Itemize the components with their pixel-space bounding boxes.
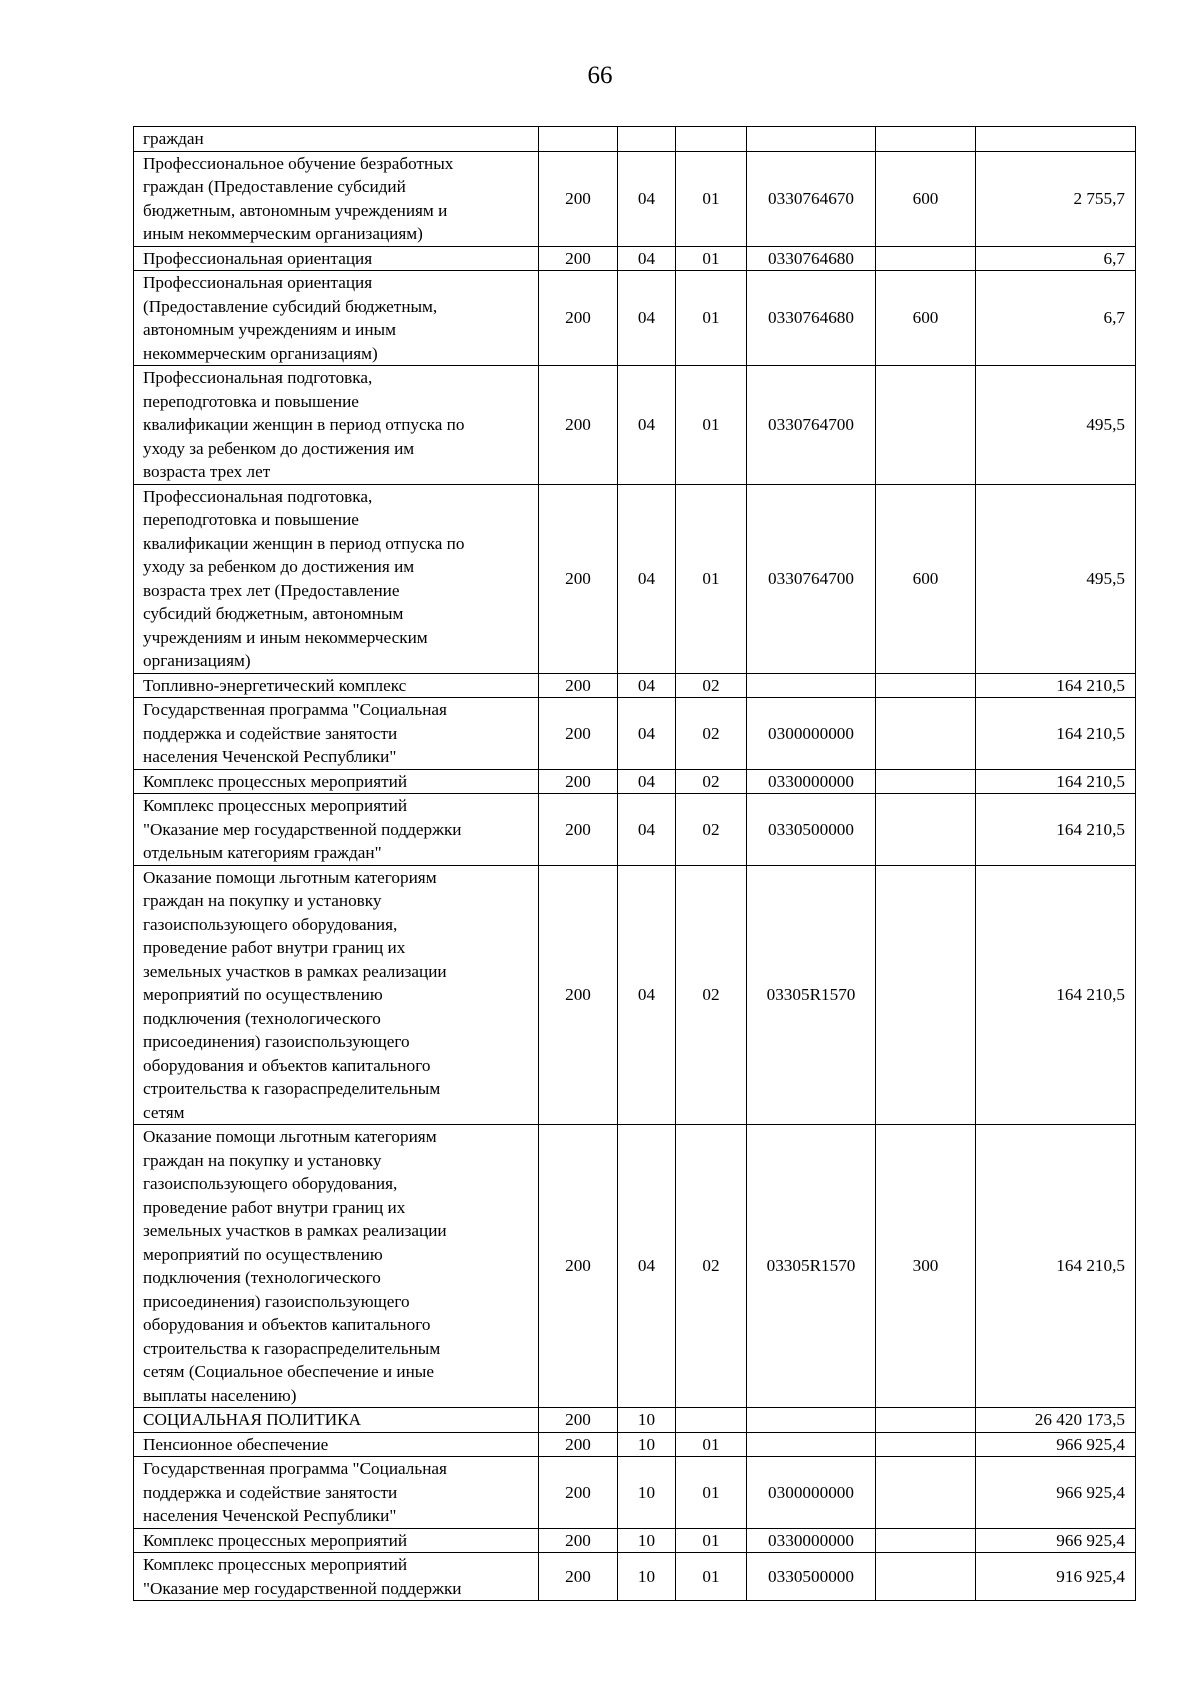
cell-subsection-code: 01 bbox=[676, 246, 747, 271]
cell-amount: 164 210,5 bbox=[976, 673, 1136, 698]
cell-target-article: 0330764680 bbox=[747, 246, 876, 271]
table-body bbox=[134, 127, 1136, 1601]
cell-target-article bbox=[747, 127, 876, 152]
cell-section-code bbox=[618, 127, 676, 152]
cell-target-article: 0330000000 bbox=[747, 1528, 876, 1553]
cell-section-code: 04 bbox=[618, 271, 676, 366]
cell-ved-code: 200 bbox=[539, 1553, 618, 1601]
cell-name: Пенсионное обеспечение bbox=[134, 1432, 539, 1457]
cell-name: граждан bbox=[134, 127, 539, 152]
cell-subsection-code: 02 bbox=[676, 698, 747, 770]
cell-subsection-code: 02 bbox=[676, 673, 747, 698]
cell-target-article: 03305R1570 bbox=[747, 865, 876, 1125]
budget-table bbox=[133, 126, 1136, 1601]
cell-name: Профессиональная подготовка, переподготовка и повышение квалификации женщин в период отпуска по уходу за ребенком до достижения им возраста трех лет (Предоставление субсидий бюджетным, автономным учреждениям и иным некоммерческим организациям) bbox=[134, 484, 539, 673]
cell-ved-code: 200 bbox=[539, 698, 618, 770]
cell-ved-code: 200 bbox=[539, 1528, 618, 1553]
cell-ved-code bbox=[539, 127, 618, 152]
cell-section-code: 10 bbox=[618, 1528, 676, 1553]
cell-section-code: 10 bbox=[618, 1408, 676, 1433]
cell-section-code: 10 bbox=[618, 1432, 676, 1457]
cell-expense-type bbox=[876, 1528, 976, 1553]
cell-name: Комплекс процессных мероприятий "Оказание мер государственной поддержки bbox=[134, 1553, 539, 1601]
cell-ved-code: 200 bbox=[539, 769, 618, 794]
cell-amount bbox=[976, 127, 1136, 152]
cell-amount: 164 210,5 bbox=[976, 769, 1136, 794]
cell-target-article bbox=[747, 1408, 876, 1433]
cell-subsection-code: 01 bbox=[676, 271, 747, 366]
cell-subsection-code bbox=[676, 1408, 747, 1433]
table-row bbox=[134, 271, 1136, 366]
cell-target-article: 0330764700 bbox=[747, 484, 876, 673]
table-row bbox=[134, 1457, 1136, 1529]
cell-target-article: 0330764700 bbox=[747, 366, 876, 485]
cell-section-code: 04 bbox=[618, 366, 676, 485]
cell-amount: 26 420 173,5 bbox=[976, 1408, 1136, 1433]
cell-ved-code: 200 bbox=[539, 246, 618, 271]
cell-amount: 6,7 bbox=[976, 271, 1136, 366]
table-row bbox=[134, 484, 1136, 673]
table-row bbox=[134, 769, 1136, 794]
cell-amount: 916 925,4 bbox=[976, 1553, 1136, 1601]
cell-subsection-code: 01 bbox=[676, 366, 747, 485]
cell-ved-code: 200 bbox=[539, 1408, 618, 1433]
cell-ved-code: 200 bbox=[539, 151, 618, 246]
cell-target-article: 0300000000 bbox=[747, 698, 876, 770]
cell-expense-type bbox=[876, 865, 976, 1125]
cell-expense-type: 600 bbox=[876, 271, 976, 366]
cell-name: Государственная программа "Социальная поддержка и содействие занятости населения Чеченской Республики" bbox=[134, 1457, 539, 1529]
cell-ved-code: 200 bbox=[539, 1432, 618, 1457]
cell-amount: 164 210,5 bbox=[976, 1125, 1136, 1408]
cell-subsection-code: 01 bbox=[676, 1553, 747, 1601]
table-row bbox=[134, 1408, 1136, 1433]
cell-subsection-code: 01 bbox=[676, 1457, 747, 1529]
cell-target-article: 0330000000 bbox=[747, 769, 876, 794]
cell-section-code: 04 bbox=[618, 698, 676, 770]
cell-section-code: 04 bbox=[618, 151, 676, 246]
cell-section-code: 04 bbox=[618, 865, 676, 1125]
page-number: 66 bbox=[587, 62, 613, 89]
cell-section-code: 04 bbox=[618, 1125, 676, 1408]
cell-expense-type: 600 bbox=[876, 151, 976, 246]
cell-section-code: 04 bbox=[618, 769, 676, 794]
cell-name: Оказание помощи льготным категориям граждан на покупку и установку газоиспользующего оборудования, проведение работ внутри границ их земельных участков в рамках реализации мероприятий по осуществлению подключения (технологического присоединения) газоиспользующего оборудования и объектов капитального строительства к газораспределительным сетям bbox=[134, 865, 539, 1125]
table-row bbox=[134, 673, 1136, 698]
cell-ved-code: 200 bbox=[539, 1125, 618, 1408]
cell-amount: 966 925,4 bbox=[976, 1457, 1136, 1529]
cell-subsection-code: 01 bbox=[676, 1528, 747, 1553]
table-row bbox=[134, 127, 1136, 152]
table-row bbox=[134, 794, 1136, 866]
cell-name: Оказание помощи льготным категориям граждан на покупку и установку газоиспользующего оборудования, проведение работ внутри границ их земельных участков в рамках реализации мероприятий по осуществлению подключения (технологического присоединения) газоиспользующего оборудования и объектов капитального строительства к газораспределительным сетям (Социальное обеспечение и иные выплаты населению) bbox=[134, 1125, 539, 1408]
cell-amount: 6,7 bbox=[976, 246, 1136, 271]
cell-section-code: 04 bbox=[618, 794, 676, 866]
cell-ved-code: 200 bbox=[539, 1457, 618, 1529]
cell-name: Профессиональная подготовка, переподготовка и повышение квалификации женщин в период отпуска по уходу за ребенком до достижения им возраста трех лет bbox=[134, 366, 539, 485]
cell-expense-type bbox=[876, 127, 976, 152]
table-row bbox=[134, 1432, 1136, 1457]
cell-name: Топливно-энергетический комплекс bbox=[134, 673, 539, 698]
cell-expense-type bbox=[876, 1457, 976, 1529]
cell-amount: 966 925,4 bbox=[976, 1528, 1136, 1553]
cell-amount: 966 925,4 bbox=[976, 1432, 1136, 1457]
cell-section-code: 04 bbox=[618, 484, 676, 673]
cell-name: Профессиональное обучение безработных граждан (Предоставление субсидий бюджетным, автономным учреждениям и иным некоммерческим организациям) bbox=[134, 151, 539, 246]
cell-amount: 164 210,5 bbox=[976, 865, 1136, 1125]
cell-name: Профессиональная ориентация (Предоставление субсидий бюджетным, автономным учреждениям и иным некоммерческим организациям) bbox=[134, 271, 539, 366]
cell-amount: 495,5 bbox=[976, 484, 1136, 673]
cell-ved-code: 200 bbox=[539, 865, 618, 1125]
cell-ved-code: 200 bbox=[539, 366, 618, 485]
cell-amount: 495,5 bbox=[976, 366, 1136, 485]
table-row bbox=[134, 151, 1136, 246]
cell-target-article: 0330764680 bbox=[747, 271, 876, 366]
cell-expense-type: 300 bbox=[876, 1125, 976, 1408]
cell-section-code: 10 bbox=[618, 1553, 676, 1601]
cell-subsection-code bbox=[676, 127, 747, 152]
table-row bbox=[134, 698, 1136, 770]
cell-ved-code: 200 bbox=[539, 271, 618, 366]
cell-subsection-code: 01 bbox=[676, 1432, 747, 1457]
cell-ved-code: 200 bbox=[539, 673, 618, 698]
cell-expense-type bbox=[876, 794, 976, 866]
cell-expense-type bbox=[876, 1553, 976, 1601]
cell-subsection-code: 01 bbox=[676, 151, 747, 246]
cell-subsection-code: 02 bbox=[676, 794, 747, 866]
cell-target-article: 0300000000 bbox=[747, 1457, 876, 1529]
cell-target-article: 03305R1570 bbox=[747, 1125, 876, 1408]
cell-target-article: 0330500000 bbox=[747, 1553, 876, 1601]
table-row bbox=[134, 865, 1136, 1125]
cell-name: Профессиональная ориентация bbox=[134, 246, 539, 271]
cell-expense-type bbox=[876, 366, 976, 485]
cell-section-code: 04 bbox=[618, 246, 676, 271]
cell-expense-type: 600 bbox=[876, 484, 976, 673]
cell-amount: 164 210,5 bbox=[976, 794, 1136, 866]
cell-section-code: 04 bbox=[618, 673, 676, 698]
cell-amount: 2 755,7 bbox=[976, 151, 1136, 246]
cell-amount: 164 210,5 bbox=[976, 698, 1136, 770]
table-row bbox=[134, 1528, 1136, 1553]
table-row bbox=[134, 366, 1136, 485]
cell-target-article bbox=[747, 673, 876, 698]
cell-expense-type bbox=[876, 1432, 976, 1457]
cell-expense-type bbox=[876, 246, 976, 271]
cell-subsection-code: 02 bbox=[676, 769, 747, 794]
cell-target-article: 0330500000 bbox=[747, 794, 876, 866]
cell-subsection-code: 02 bbox=[676, 865, 747, 1125]
table-row bbox=[134, 1553, 1136, 1601]
cell-subsection-code: 01 bbox=[676, 484, 747, 673]
cell-name: Комплекс процессных мероприятий bbox=[134, 769, 539, 794]
cell-subsection-code: 02 bbox=[676, 1125, 747, 1408]
table-row bbox=[134, 1125, 1136, 1408]
cell-expense-type bbox=[876, 698, 976, 770]
cell-name: Государственная программа "Социальная поддержка и содействие занятости населения Чеченской Республики" bbox=[134, 698, 539, 770]
table-row bbox=[134, 246, 1136, 271]
cell-target-article: 0330764670 bbox=[747, 151, 876, 246]
cell-ved-code: 200 bbox=[539, 484, 618, 673]
cell-name: Комплекс процессных мероприятий bbox=[134, 1528, 539, 1553]
cell-expense-type bbox=[876, 673, 976, 698]
cell-name: СОЦИАЛЬНАЯ ПОЛИТИКА bbox=[134, 1408, 539, 1433]
cell-expense-type bbox=[876, 769, 976, 794]
cell-name: Комплекс процессных мероприятий "Оказание мер государственной поддержки отдельным категориям граждан" bbox=[134, 794, 539, 866]
cell-target-article bbox=[747, 1432, 876, 1457]
cell-ved-code: 200 bbox=[539, 794, 618, 866]
cell-section-code: 10 bbox=[618, 1457, 676, 1529]
cell-expense-type bbox=[876, 1408, 976, 1433]
